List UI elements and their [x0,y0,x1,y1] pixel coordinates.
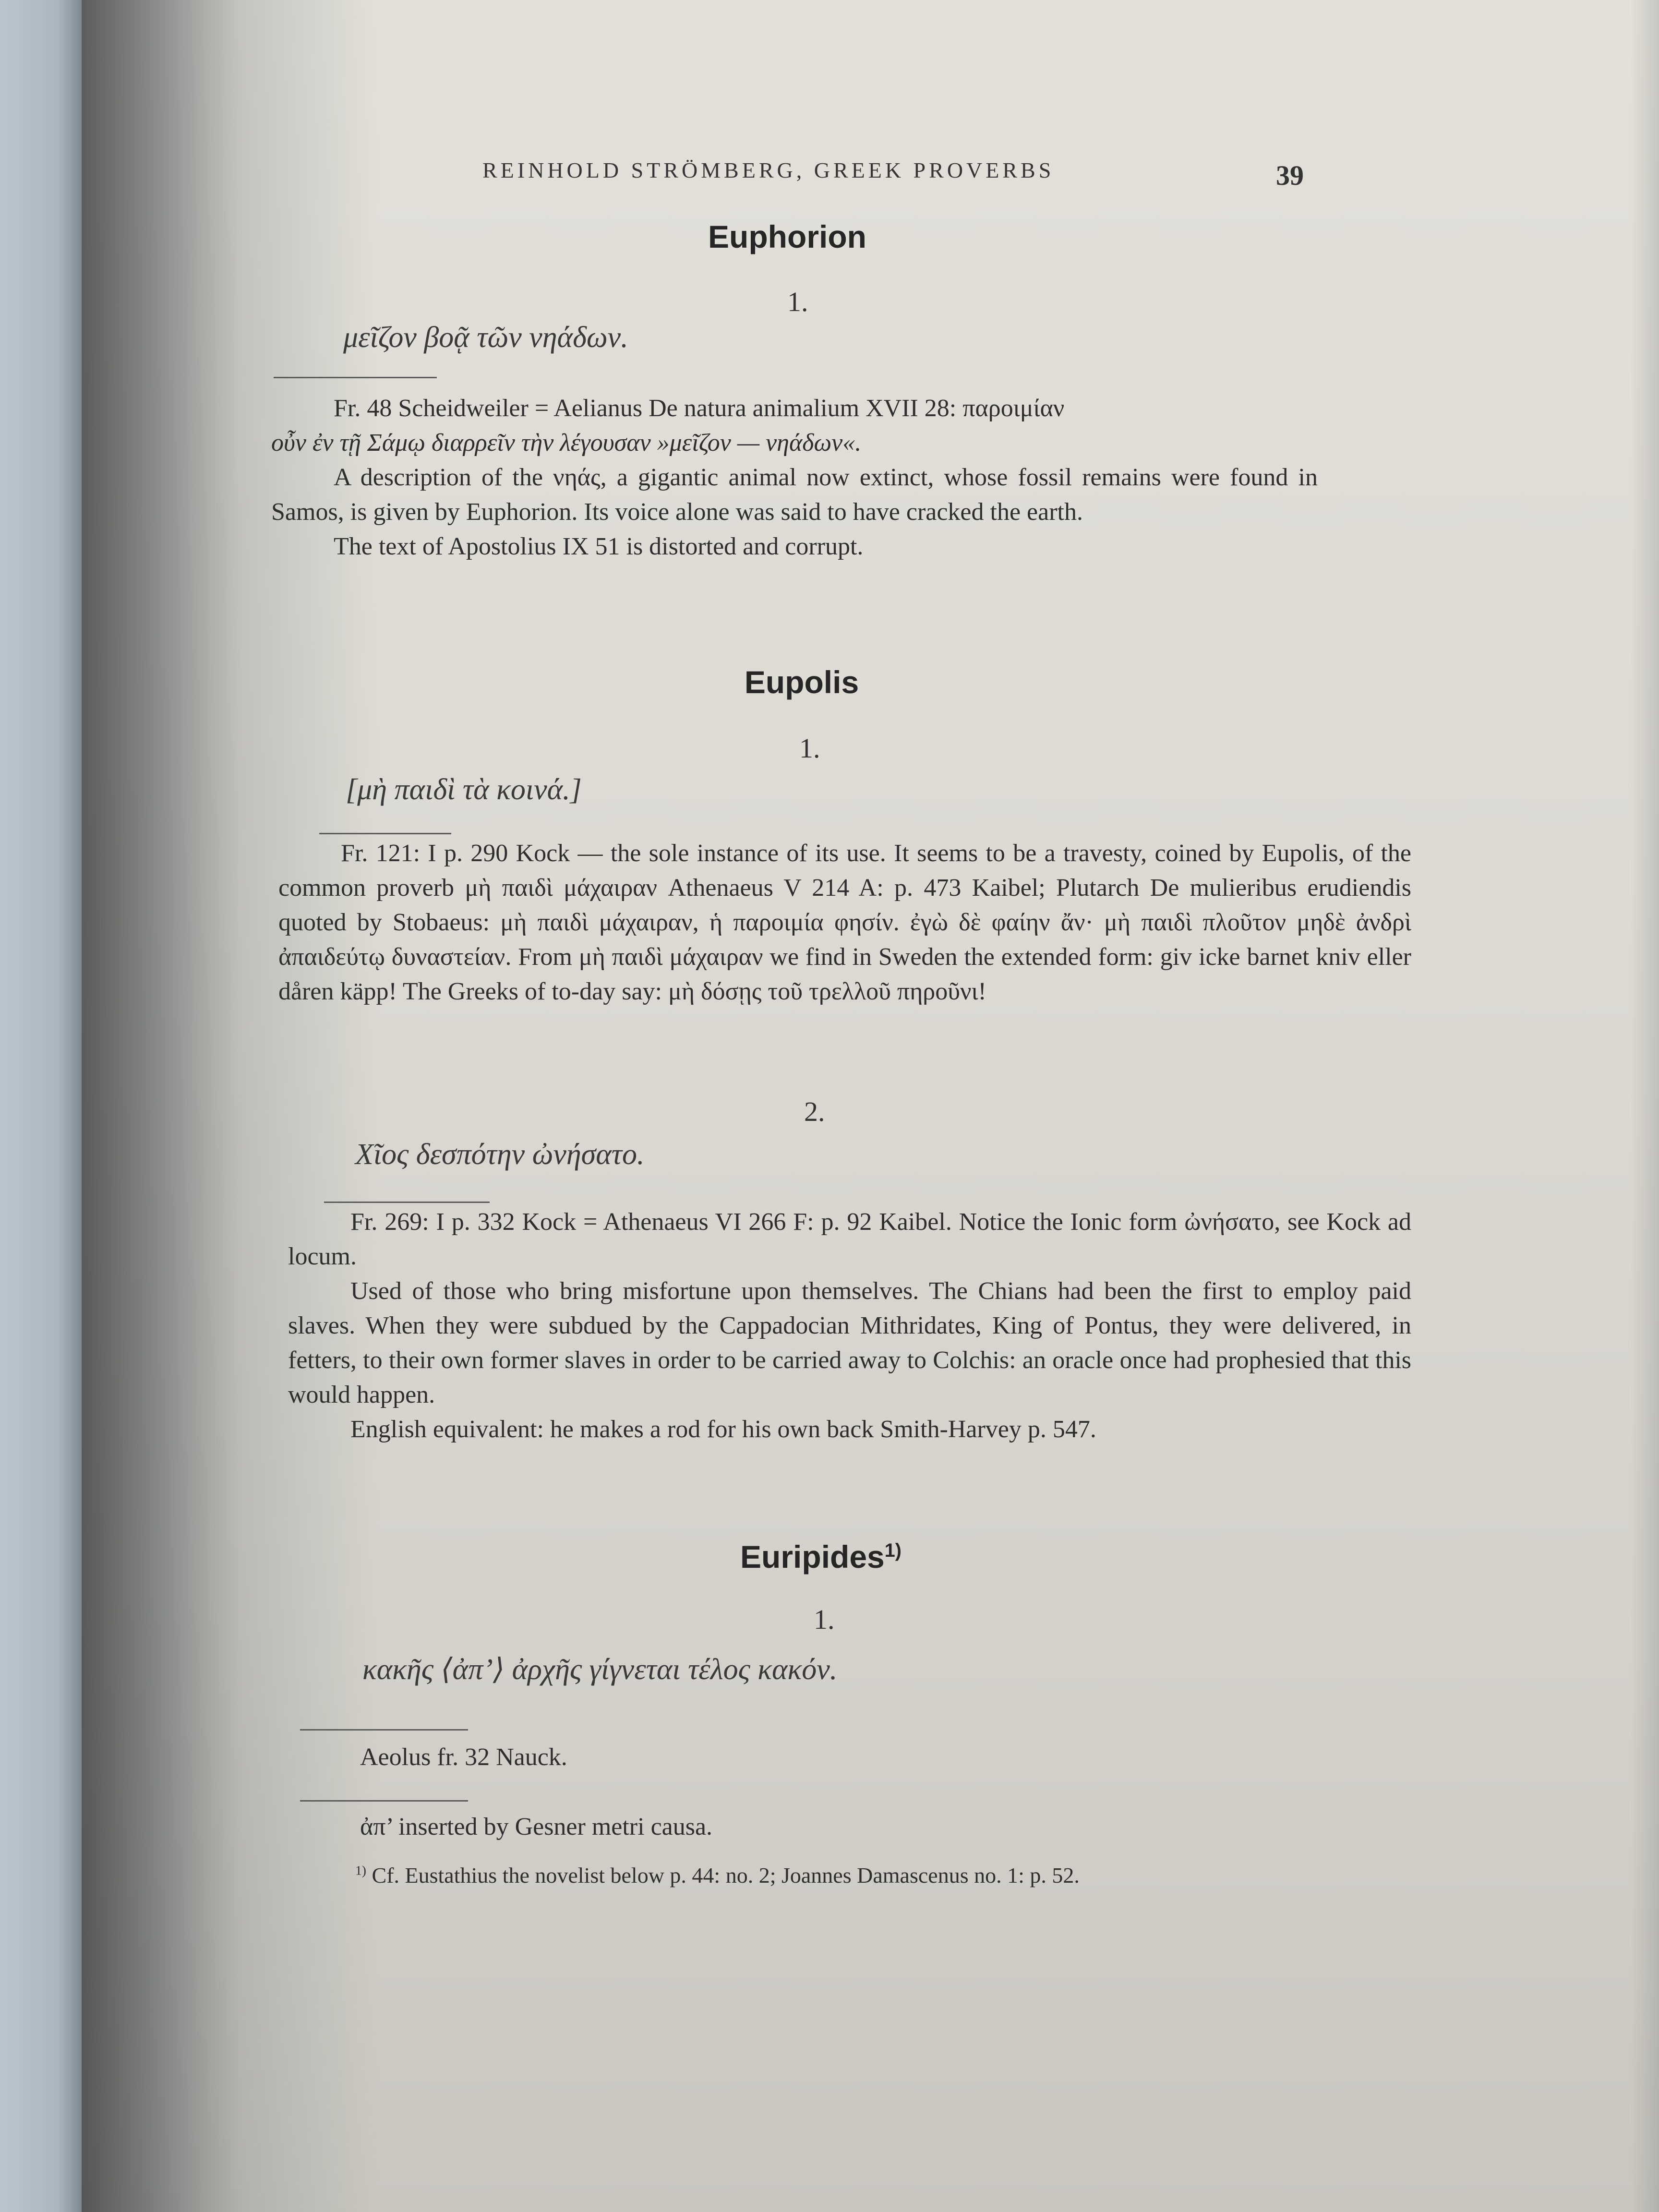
divider [324,1202,490,1203]
footnote-mark: 1) [355,1863,366,1878]
entry-number: 1. [787,286,808,317]
section-heading-euphorion: Euphorion [708,219,866,254]
section-heading-euripides [691,1539,950,1575]
commentary-paragraph: A description of the νηάς, a gigantic animal now extinct, whose fossil remains were found in Samos, is given by Euphorion. Its voice alone was said to have cracked the earth. [271,464,1318,526]
footnote-reference: 1) [884,1540,902,1561]
commentary-line: Fr. 48 Scheidweiler = Aelianus De natura animalium XVII 28: παροιμίαν [334,395,1065,422]
proverb-text: [μὴ παιδὶ τὰ κοινά.] [346,773,582,806]
section-heading-eupolis: Eupolis [744,664,859,700]
running-head: REINHOLD STRÖMBERG, GREEK PROVERBS [482,158,1055,182]
entry-number: 2. [804,1096,825,1127]
divider [274,377,437,378]
page-number: 39 [1276,160,1304,191]
commentary-block [288,1205,1411,1447]
proverb-text: Χῖος δεσπότην ὠνήσατο. [355,1138,645,1171]
commentary-paragraph: The text of Apostolius IX 51 is distorted and corrupt. [334,533,864,560]
apparatus-line: ἀπ’ inserted by Gesner metri causa. [360,1813,713,1840]
commentary-line: Aeolus fr. 32 Nauck. [360,1743,567,1771]
proverb-text: μεῖζον βοᾷ τῶν νηάδων. [343,321,628,354]
commentary-paragraph: Fr. 121: I p. 290 Kock — the sole instance of its use. It seems to be a travesty, coined by Eupolis, of the common proverb μὴ παιδὶ μάχαιραν Athenaeus V 214 A: p. 473 Kaibel; Plutarch De mulieribus erudiendis quoted by Stobaeus: μὴ παιδὶ μάχαιραν, ἡ παροιμία φησίν. ἐγὼ δὲ φαίην ἄν· μὴ παιδὶ πλοῦτον μηδὲ ἀνδρὶ ἀπαιδεύτῳ δυναστείαν. From μὴ παιδὶ μάχαιραν we find in Sweden the extended form: giv icke barnet kniv eller dåren käpp! The Greeks of to-day say: μὴ δόσῃς τοῦ τρελλοῦ πηροῦνι! [278,840,1411,1005]
commentary-block [278,836,1411,1009]
divider [300,1729,468,1731]
commentary-paragraph: English equivalent: he makes a rod for his own back Smith-Harvey p. 547. [350,1416,1096,1443]
section-heading-text: Euripides [740,1539,885,1575]
footnote [355,1863,1421,1888]
commentary-paragraph: Fr. 269: I p. 332 Kock = Athenaeus VI 266 F: p. 92 Kaibel. Notice the Ionic form ὠνήσατο, see Kock ad locum. [288,1208,1411,1270]
book-page [82,0,1659,2212]
divider [300,1800,468,1802]
entry-number: 1. [814,1604,835,1635]
entry-number: 1. [799,733,820,764]
proverb-text: κακῆς ⟨ἀπ’⟩ ἀρχῆς γίγνεται τέλος κακόν. [362,1653,838,1686]
footnote-text: Cf. Eustathius the novelist below p. 44: no. 2; Joannes Damascenus no. 1: p. 52. [372,1863,1080,1887]
divider [319,833,451,834]
commentary-line: οὖν ἐν τῇ Σάμῳ διαρρεῖν τὴν λέγουσαν »μεῖζον — νηάδων«. [271,429,862,457]
commentary-paragraph: Used of those who bring misfortune upon themselves. The Chians had been the first to employ paid slaves. When they were subdued by the Cappadocian Mithridates, King of Pontus, they were delivered, in fetters, to their own former slaves in order to be carried away to Colchis: an oracle once had prophesied that this would happen. [288,1277,1411,1408]
commentary-block [271,391,1318,564]
